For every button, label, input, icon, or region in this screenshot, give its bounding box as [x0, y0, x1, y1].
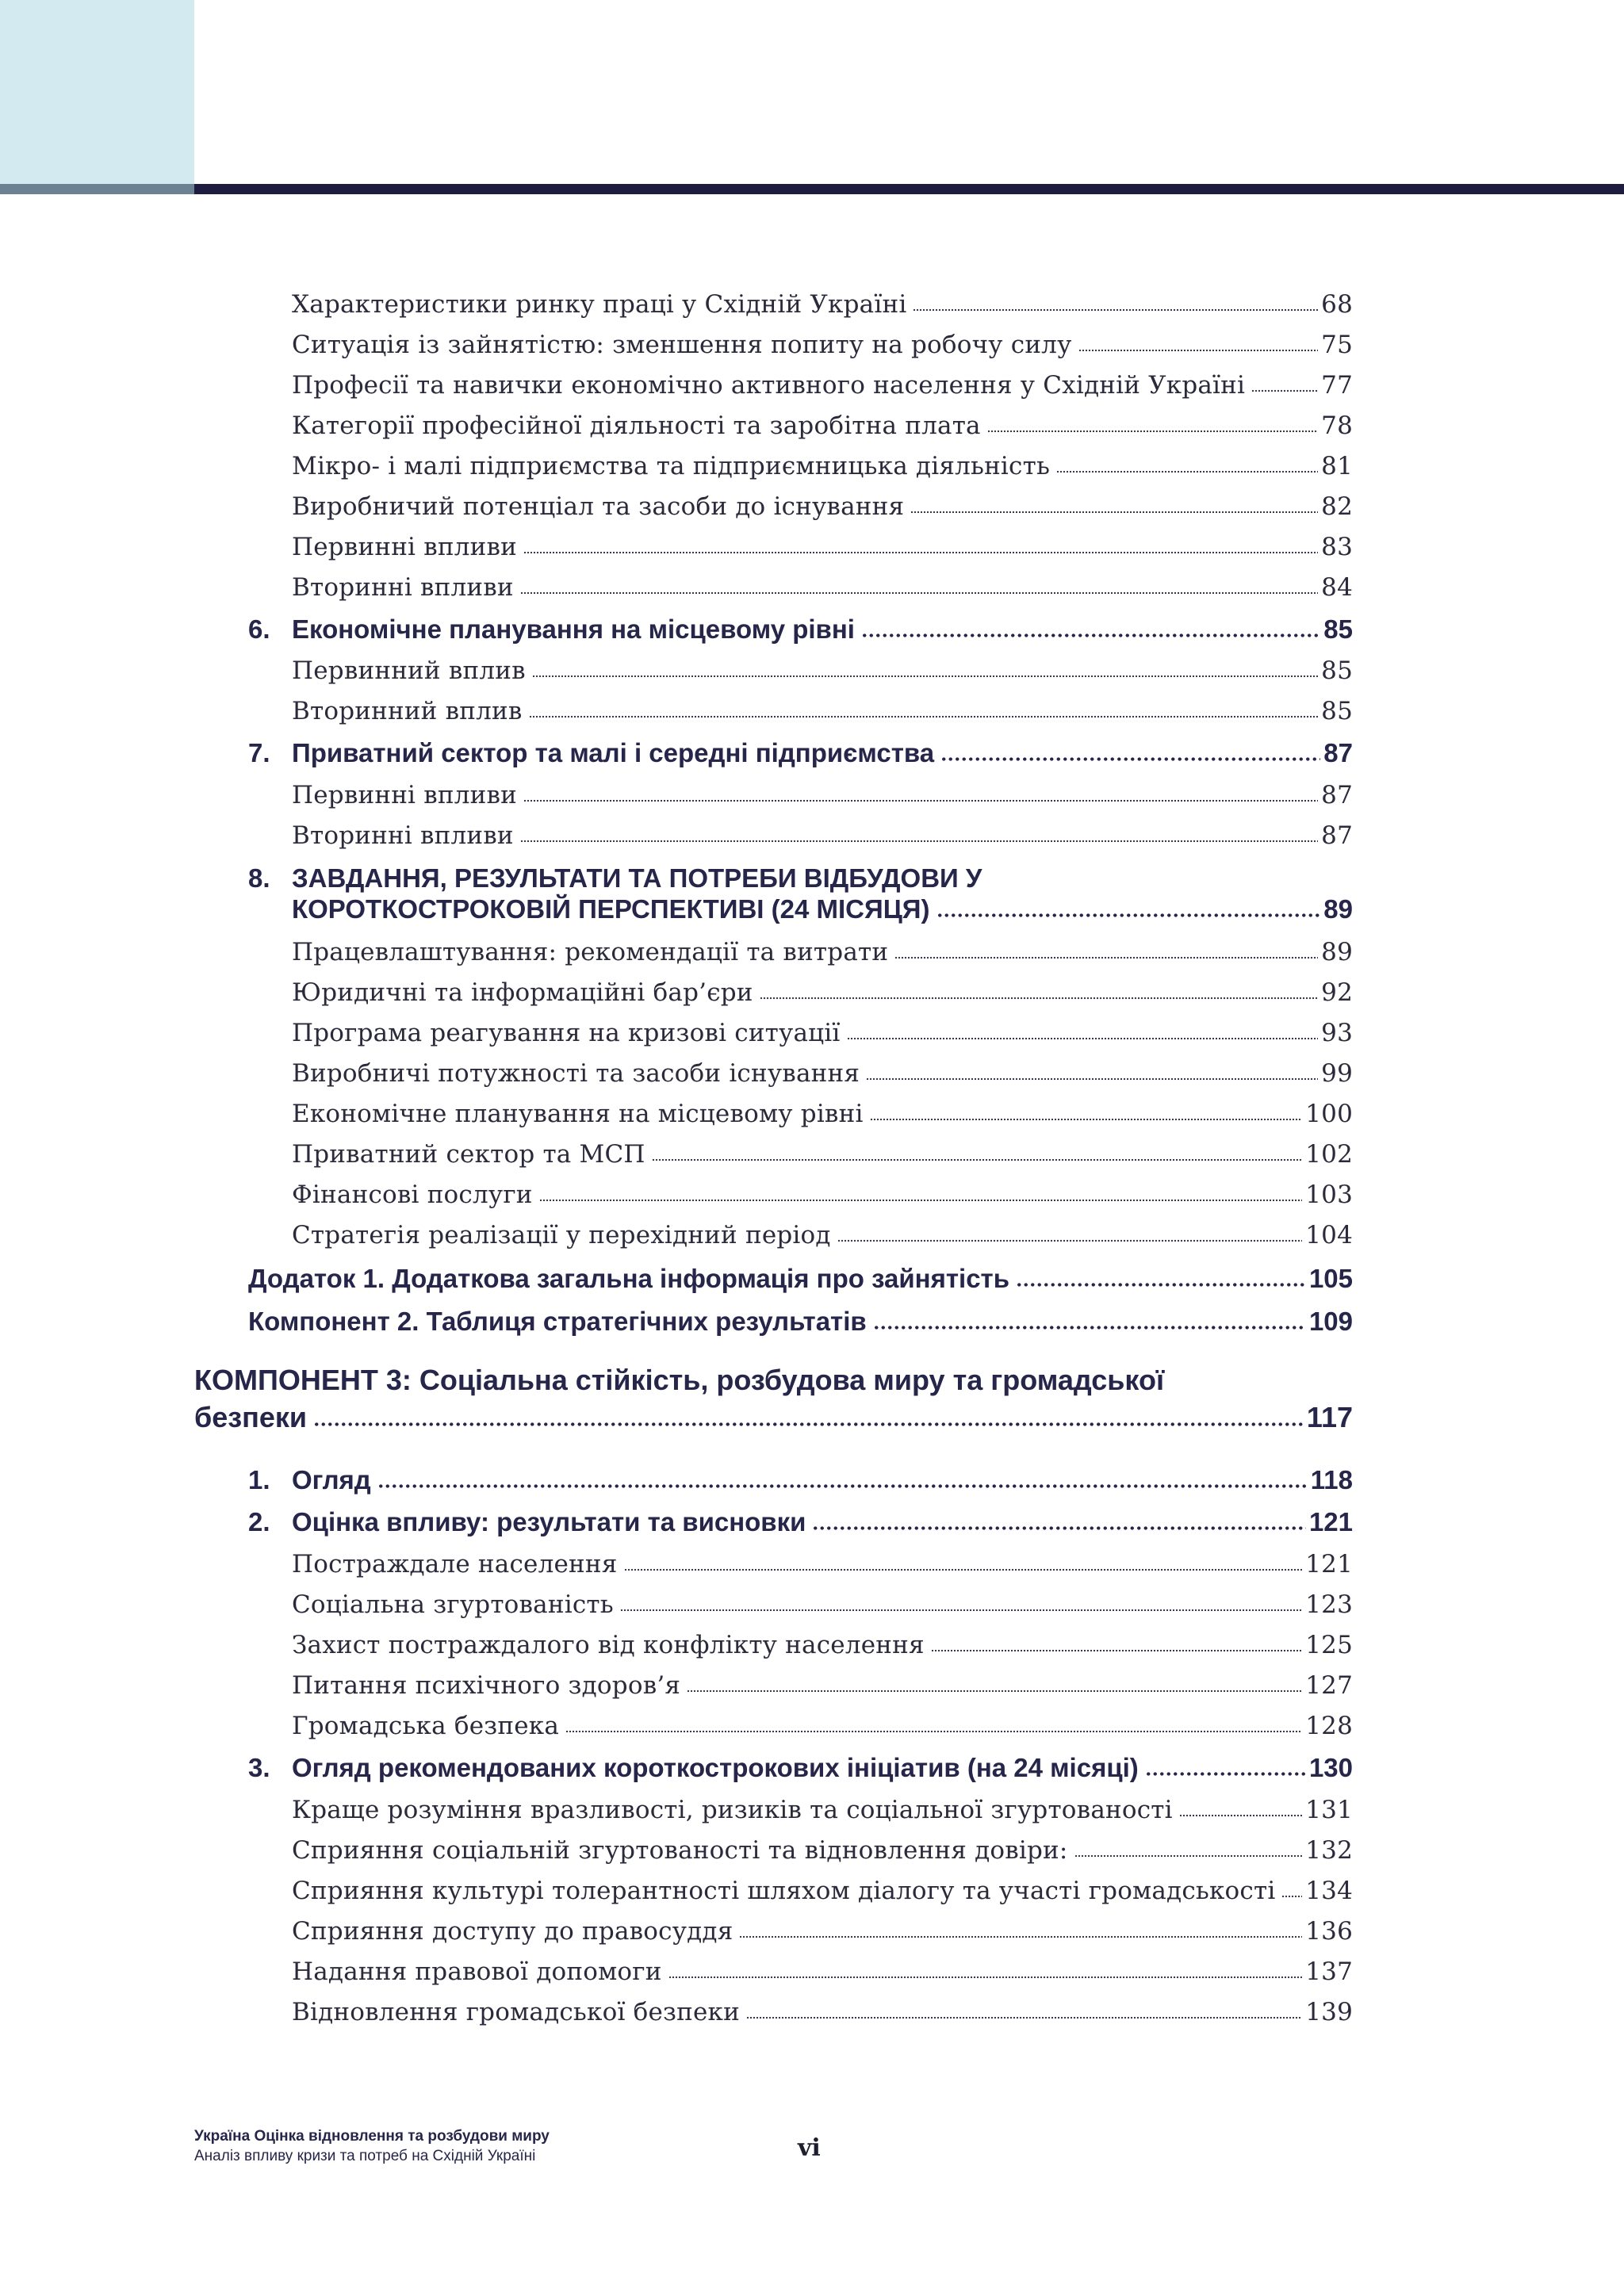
- page-number: vi: [798, 2134, 821, 2162]
- toc-entry-label: Сприяння культурі толерантності шляхом діалогу та участі громадськості: [292, 1877, 1276, 1905]
- toc-entry-label: Вторинні впливи: [292, 821, 514, 850]
- toc-entry[interactable]: [292, 533, 1353, 561]
- toc-component-label-line2: безпеки: [194, 1401, 308, 1433]
- toc-entry[interactable]: [292, 1917, 1353, 1946]
- toc-entry[interactable]: [292, 1796, 1353, 1824]
- toc-entry[interactable]: [292, 821, 1353, 850]
- toc-entry-label: Приватний сектор та МСП: [292, 1140, 645, 1169]
- toc-section-number: 1.: [248, 1465, 270, 1494]
- toc-section[interactable]: [248, 1465, 1353, 1495]
- toc-entry-label: Мікро- і малі підприємства та підприємницька діяльність: [292, 452, 1051, 480]
- toc-entry-label: Стратегія реалізації у перехідний період: [292, 1221, 831, 1249]
- toc-section[interactable]: [248, 1753, 1353, 1783]
- toc-entry-label: Характеристики ринку праці у Східній Україні: [292, 290, 907, 319]
- toc-entry-label: Виробничий потенціал та засоби до існування: [292, 492, 905, 521]
- dot-leader: [812, 1525, 1306, 1531]
- toc-entry-label: Сприяння доступу до правосуддя: [292, 1917, 733, 1946]
- toc-section-page: 118: [1310, 1465, 1353, 1494]
- toc-entry-page: 85: [1321, 656, 1353, 685]
- toc-entry[interactable]: [292, 1221, 1353, 1249]
- toc-section-label-line1[interactable]: ЗАВДАННЯ, РЕЗУЛЬТАТИ ТА ПОТРЕБИ ВІДБУДОВИ У: [292, 863, 982, 893]
- dot-leader: [739, 1934, 1302, 1939]
- dot-leader: [1145, 1771, 1306, 1777]
- toc-entry-page: 78: [1321, 411, 1353, 440]
- toc-entry-label: Краще розуміння вразливості, ризиків та соціальної згуртованості: [292, 1796, 1173, 1824]
- toc-entry-label: Ситуація із зайнятістю: зменшення попиту на робочу силу: [292, 331, 1072, 359]
- toc-entry-page: 137: [1305, 1957, 1353, 1986]
- dot-leader: [529, 714, 1319, 719]
- dot-leader: [523, 550, 1318, 555]
- toc-section-page: 85: [1323, 614, 1353, 644]
- toc-entry[interactable]: [292, 1140, 1353, 1169]
- toc-entry-label: Фінансові послуги: [292, 1181, 533, 1209]
- toc-section[interactable]: [248, 1507, 1353, 1537]
- toc-entry-label: Вторинний вплив: [292, 697, 523, 725]
- toc-entry-page: 125: [1305, 1631, 1353, 1659]
- toc-entry[interactable]: [292, 1100, 1353, 1128]
- toc-entry-label: Юридичні та інформаційні бар’єри: [292, 978, 753, 1007]
- toc-entry[interactable]: [292, 411, 1353, 440]
- toc-entry-page: 121: [1305, 1550, 1353, 1578]
- toc-entry-label: Соціальна згуртованість: [292, 1590, 614, 1619]
- toc-entry-page: 81: [1321, 452, 1353, 480]
- toc-entry-page: 87: [1321, 821, 1353, 850]
- toc-entry-label: Первинні впливи: [292, 533, 518, 561]
- toc-entry[interactable]: [292, 573, 1353, 602]
- toc-component-page: 117: [1306, 1401, 1353, 1433]
- toc-section-label: Огляд рекомендованих короткострокових ініціатив (на 24 місяці): [292, 1753, 1139, 1782]
- toc-entry-label: Громадська безпека: [292, 1712, 560, 1740]
- toc-entry-label: Постраждале населення: [292, 1550, 618, 1578]
- toc-entry-label: Первинний вплив: [292, 656, 526, 685]
- dot-leader: [894, 955, 1318, 960]
- dot-leader: [532, 674, 1318, 679]
- toc-section-page: 89: [1323, 894, 1353, 924]
- dot-leader: [520, 839, 1318, 844]
- toc-entry[interactable]: [292, 1712, 1353, 1740]
- toc-entry-label: Надання правової допомоги: [292, 1957, 662, 1986]
- toc-entry-label: Захист постраждалого від конфлікту населення: [292, 1631, 925, 1659]
- toc-entry-label: Економічне планування на місцевому рівні: [292, 1100, 864, 1128]
- dot-leader: [1251, 388, 1318, 393]
- toc-entry-label: Працевлаштування: рекомендації та витрати: [292, 938, 889, 966]
- toc-component-label-line1[interactable]: КОМПОНЕНТ 3: Соціальна стійкість, розбудова миру та громадської: [194, 1364, 1165, 1396]
- toc-entry-label: Виробничі потужності та засоби існування: [292, 1059, 860, 1088]
- toc-entry-page: 84: [1321, 573, 1353, 602]
- toc-entry-page: 99: [1321, 1059, 1353, 1088]
- toc-entry[interactable]: [292, 1957, 1353, 1986]
- toc-entry-page: 77: [1321, 371, 1353, 400]
- toc-entry-page: 83: [1321, 533, 1353, 561]
- toc-entry[interactable]: [292, 452, 1353, 480]
- toc-appendix-label: Додаток 1. Додаткова загальна інформація про зайнятість: [248, 1264, 1009, 1293]
- toc-entry-page: 85: [1321, 697, 1353, 725]
- toc-entry[interactable]: [292, 1550, 1353, 1578]
- toc-section[interactable]: [248, 738, 1353, 768]
- toc-entry-label: Вторинні впливи: [292, 573, 514, 602]
- dot-leader: [1281, 1894, 1302, 1899]
- toc-component[interactable]: [194, 1401, 1353, 1434]
- toc-entry-page: 89: [1321, 938, 1353, 966]
- dot-leader: [1179, 1813, 1302, 1818]
- dot-leader: [873, 1325, 1306, 1330]
- toc-entry-page: 102: [1305, 1140, 1353, 1169]
- toc-entry-page: 82: [1321, 492, 1353, 521]
- toc-section-label: Економічне планування на місцевому рівні: [292, 614, 855, 644]
- toc-entry-page: 134: [1305, 1877, 1353, 1905]
- toc-component[interactable]: [248, 1307, 1353, 1337]
- toc-entry-page: 123: [1305, 1590, 1353, 1619]
- toc-section-number: 8.: [248, 863, 270, 893]
- toc-entry-page: 128: [1305, 1712, 1353, 1740]
- toc-entry[interactable]: [292, 1631, 1353, 1659]
- dot-leader: [910, 510, 1318, 515]
- dot-leader: [1074, 1854, 1303, 1858]
- dot-leader: [987, 429, 1318, 434]
- toc-section[interactable]: [292, 894, 1353, 924]
- toc-entry[interactable]: [292, 1059, 1353, 1088]
- dot-leader: [539, 1198, 1303, 1203]
- toc-entry[interactable]: [292, 697, 1353, 725]
- toc-entry[interactable]: [292, 371, 1353, 400]
- toc-entry[interactable]: [292, 290, 1353, 319]
- toc-component-page: 109: [1308, 1307, 1353, 1336]
- toc-entry[interactable]: [292, 492, 1353, 521]
- toc-section-number: 6.: [248, 614, 270, 644]
- dot-leader: [620, 1608, 1302, 1613]
- toc-entry-page: 131: [1305, 1796, 1353, 1824]
- toc-entry-label: Професії та навички економічно активного населення у Східній Україні: [292, 371, 1246, 400]
- dot-leader: [1056, 469, 1318, 474]
- dot-leader: [1016, 1282, 1306, 1288]
- dot-leader: [913, 308, 1318, 312]
- toc-entry-page: 103: [1305, 1181, 1353, 1209]
- toc-entry[interactable]: [292, 1590, 1353, 1619]
- toc-entry-page: 132: [1305, 1836, 1353, 1865]
- toc-entry-page: 68: [1321, 290, 1353, 319]
- toc-section-label-line2: КОРОТКОСТРОКОВІЙ ПЕРСПЕКТИВІ (24 МІСЯЦЯ): [292, 894, 930, 924]
- dot-leader: [866, 1077, 1318, 1081]
- toc-entry[interactable]: [292, 781, 1353, 809]
- toc-section-label: Приватний сектор та малі і середні підприємства: [292, 738, 935, 767]
- toc-entry[interactable]: [292, 1877, 1353, 1905]
- toc-section-number: 7.: [248, 738, 270, 767]
- toc-section-page: 87: [1323, 738, 1353, 767]
- toc-entry-label: Програма реагування на кризові ситуації: [292, 1019, 841, 1047]
- footer-title: Україна Оцінка відновлення та розбудови миру: [194, 2128, 550, 2145]
- toc-entry-page: 104: [1305, 1221, 1353, 1249]
- toc-entry-label: Первинні впливи: [292, 781, 518, 809]
- dot-leader: [837, 1238, 1303, 1243]
- dot-leader: [870, 1117, 1303, 1122]
- toc-entry-page: 75: [1321, 331, 1353, 359]
- dot-leader: [847, 1036, 1319, 1041]
- toc-section[interactable]: [248, 614, 1353, 645]
- toc-appendix[interactable]: [248, 1264, 1353, 1294]
- toc-section-page: 130: [1308, 1753, 1353, 1782]
- toc-entry-page: 136: [1305, 1917, 1353, 1946]
- dot-leader: [652, 1158, 1303, 1162]
- toc-section-label: Оцінка впливу: результати та висновки: [292, 1507, 806, 1536]
- toc-entry-label: Відновлення громадської безпеки: [292, 1998, 740, 2026]
- toc-section-label: Огляд: [292, 1465, 371, 1494]
- toc-section-number: 3.: [248, 1753, 270, 1782]
- toc-entry[interactable]: [292, 1181, 1353, 1209]
- toc-section-page: 121: [1308, 1507, 1353, 1536]
- dot-leader: [523, 798, 1318, 803]
- toc-entry[interactable]: [292, 938, 1353, 966]
- toc-entry[interactable]: [292, 1998, 1353, 2026]
- dot-leader: [377, 1483, 1308, 1489]
- footer-subtitle: Аналіз впливу кризи та потреб на Східній Україні: [194, 2148, 536, 2164]
- dot-leader: [520, 591, 1318, 595]
- toc-entry-label: Категорії професійної діяльності та заробітна плата: [292, 411, 981, 440]
- toc-appendix-page: 105: [1308, 1264, 1353, 1293]
- dot-leader: [760, 996, 1318, 1001]
- toc-entry-page: 100: [1305, 1100, 1353, 1128]
- toc-entry-page: 92: [1321, 978, 1353, 1007]
- toc-entry-label: Сприяння соціальній згуртованості та відновлення довіри:: [292, 1836, 1068, 1865]
- toc-section-number: 2.: [248, 1507, 270, 1536]
- dot-leader: [313, 1422, 1304, 1427]
- toc-entry[interactable]: [292, 978, 1353, 1007]
- toc-entry-page: 127: [1305, 1671, 1353, 1700]
- toc-entry[interactable]: [292, 1671, 1353, 1700]
- dot-leader: [668, 1975, 1303, 1980]
- toc-entry-page: 87: [1321, 781, 1353, 809]
- dot-leader: [931, 1648, 1302, 1653]
- toc-entry[interactable]: [292, 1019, 1353, 1047]
- toc-entry-page: 93: [1321, 1019, 1353, 1047]
- dot-leader: [746, 2015, 1302, 2020]
- dot-leader: [565, 1729, 1302, 1734]
- toc-entry[interactable]: [292, 656, 1353, 685]
- dot-leader: [1078, 348, 1319, 353]
- dot-leader: [624, 1567, 1303, 1572]
- dot-leader: [687, 1689, 1302, 1693]
- toc-component-label: Компонент 2. Таблиця стратегічних результатів: [248, 1307, 867, 1336]
- dot-leader: [861, 633, 1320, 638]
- dot-leader: [936, 913, 1321, 918]
- toc-entry[interactable]: [292, 331, 1353, 359]
- toc-entry-page: 139: [1305, 1998, 1353, 2026]
- toc-entry[interactable]: [292, 1836, 1353, 1865]
- toc-entry-label: Питання психічного здоров’я: [292, 1671, 681, 1700]
- dot-leader: [940, 756, 1320, 762]
